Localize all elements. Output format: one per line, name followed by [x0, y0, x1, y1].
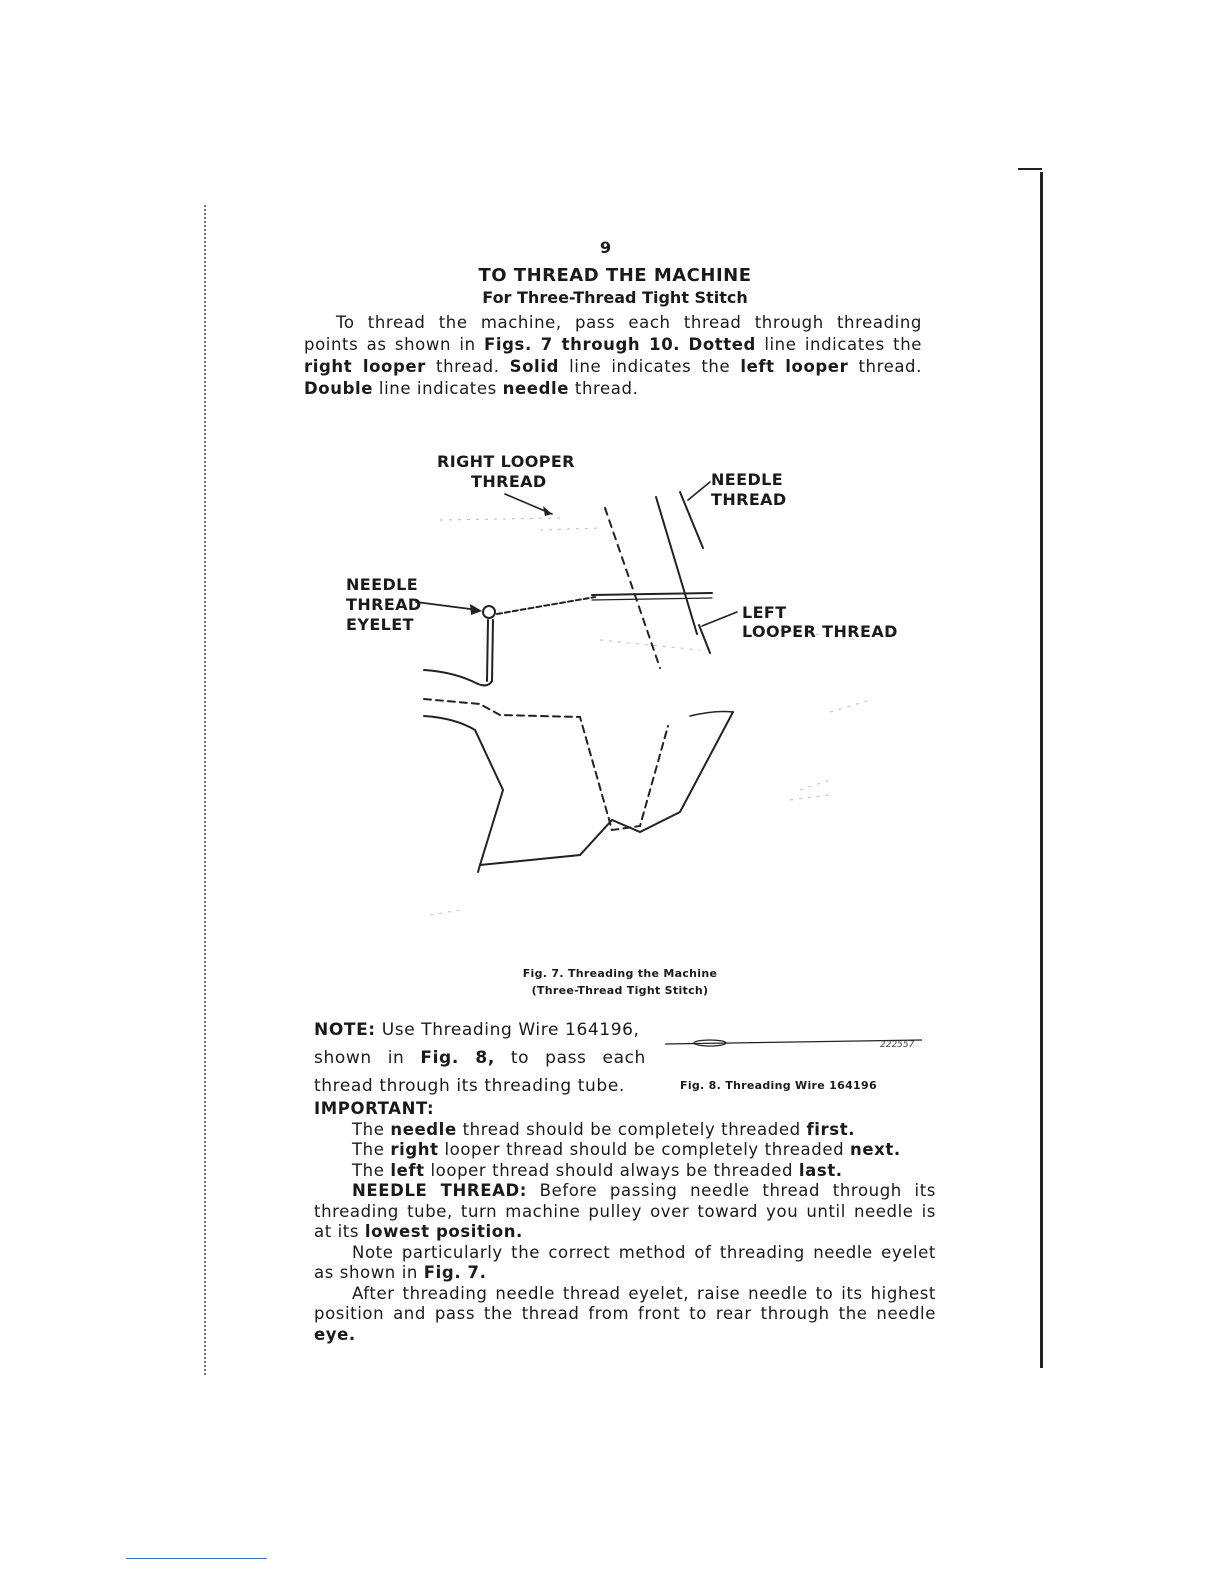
- right-looper-term: right looper: [304, 357, 426, 376]
- note-eyelet-paragraph: Note particularly the correct method of threading needle eyelet as shown in Fig. 7.: [314, 1242, 936, 1282]
- solid-term: Solid: [509, 357, 559, 376]
- figs-ref: Figs. 7 through 10.: [484, 335, 681, 354]
- note-label: NOTE:: [314, 1020, 376, 1040]
- right-edge-corner: [1018, 168, 1042, 170]
- after-threading-paragraph: After threading needle thread eyelet, raise needle to its highest position and pass the thread from front to rear through the needle eye.: [314, 1283, 936, 1344]
- important-line-2: The right looper thread should be completely threaded next.: [352, 1140, 901, 1159]
- needle-term: needle: [502, 379, 570, 398]
- figure-8-caption: Fig. 8. Threading Wire 164196: [680, 1079, 877, 1092]
- intro-paragraph: To thread the machine, pass each thread through threading points as shown in Figs. 7 through 10. Dotted line indicates the right looper thread. Solid line indicates the left looper thread. Double line indicates needle thread.: [304, 313, 923, 398]
- needle-thread-label: NEEDLE THREAD:: [352, 1181, 527, 1200]
- label-left-looper-2: LOOPER THREAD: [742, 622, 898, 641]
- note-line-2: shown in Fig. 8, to pass each: [314, 1048, 646, 1068]
- page-subtitle: For Three-Thread Tight Stitch: [482, 288, 748, 307]
- left-margin-dots: [204, 205, 208, 1375]
- intro-text: To thread the machine, pass each thread through threading points as shown in: [304, 313, 922, 354]
- note-line-3: thread through its threading tube.: [314, 1076, 625, 1096]
- right-page-edge: [1040, 172, 1043, 1368]
- important-line-1: The needle thread should be completely threaded first.: [352, 1119, 856, 1139]
- important-line-3: The left looper thread should always be threaded last.: [352, 1160, 843, 1180]
- label-eyelet-3: EYELET: [346, 615, 414, 634]
- needle-thread-paragraph: NEEDLE THREAD: Before passing needle thread through its threading tube, turn machine pulley over toward you until needle is at its lowest position.: [314, 1181, 936, 1241]
- wire-part-number: 222557: [880, 1040, 915, 1050]
- left-looper-term: left looper: [740, 357, 849, 376]
- label-needle-thread-2: THREAD: [711, 490, 787, 509]
- page-title: TO THREAD THE MACHINE: [478, 265, 752, 286]
- label-right-looper-1: RIGHT LOOPER: [437, 452, 575, 471]
- important-label: IMPORTANT:: [314, 1099, 435, 1118]
- fig8-ref: Fig. 8,: [420, 1048, 495, 1068]
- label-needle-thread-1: NEEDLE: [711, 470, 784, 489]
- bottom-blue-line: [126, 1558, 267, 1559]
- label-left-looper-1: LEFT: [742, 603, 787, 622]
- label-eyelet-1: NEEDLE: [346, 575, 419, 594]
- important-section: [314, 1099, 936, 1345]
- figure-7-caption: Fig. 7. Threading the Machine (Three-Thread Tight Stitch): [522, 967, 718, 997]
- label-right-looper-2: THREAD: [471, 472, 547, 491]
- label-eyelet-2: THREAD: [346, 595, 422, 614]
- double-term: Double: [304, 379, 374, 398]
- page-number: 9: [600, 238, 612, 257]
- note-line-1: NOTE: Use Threading Wire 164196,: [314, 1020, 640, 1040]
- dotted-term: Dotted: [688, 335, 756, 354]
